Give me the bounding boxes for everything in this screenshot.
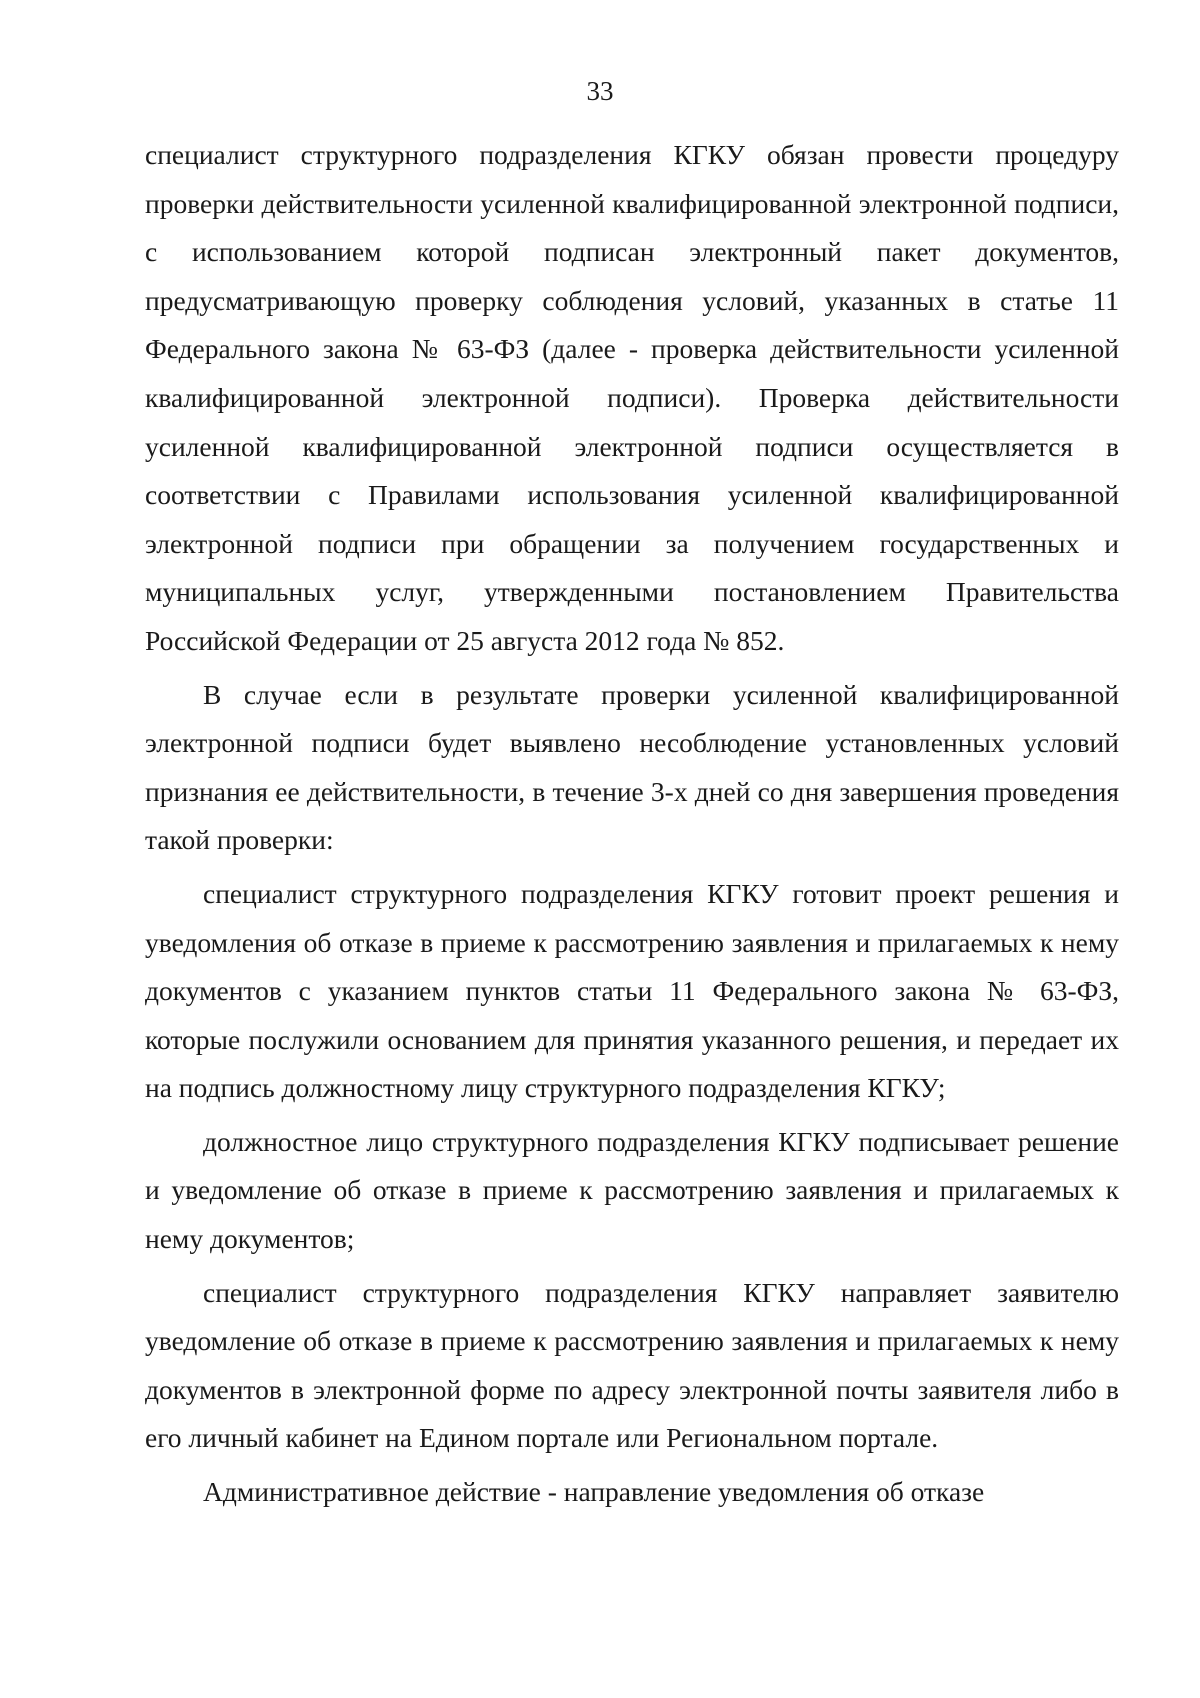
document-body (145, 131, 1119, 1522)
page-number: 33 (586, 76, 614, 106)
paragraph: специалист структурного подразделения КГКУ готовит проект решения и уведомления об отказе в приеме к рассмотрению заявления и прилагаемых к нему документов с указанием пунктов статьи 11 Федерального закона № 63-ФЗ, которые послужили основанием для принятия указанного решения, и передает их на подпись должностному лицу структурного подразделения КГКУ; (145, 877, 1119, 1104)
paragraph: специалист структурного подразделения КГКУ направляет заявителю уведомление об отказе в приеме к рассмотрению заявления и прилагаемых к нему документов в электронной форме по адресу электронной почты заявителя либо в его личный кабинет на Едином портале или Региональном портале. (145, 1276, 1119, 1454)
paragraph: должностное лицо структурного подразделения КГКУ подписывает решение и уведомление об отказе в приеме к рассмотрению заявления и прилагаемых к нему документов; (145, 1125, 1119, 1255)
paragraph: В случае если в результате проверки усиленной квалифицированной электронной подписи будет выявлено несоблюдение установленных условий признания ее действительности, в течение 3-х дней со дня завершения проведения такой проверки: (145, 678, 1119, 856)
paragraph: Административное действие - направление уведомления об отказе (203, 1476, 985, 1508)
paragraph: специалист структурного подразделения КГКУ обязан провести процедуру проверки действительности усиленной квалифицированной электронной подписи, с использованием которой подписан электронный пакет документов, предусматривающую проверку соблюдения условий, указанных в статье 11 Федерального закона № 63-ФЗ (далее - проверка действительности усиленной квалифицированной электронной подписи). Проверка действительности усиленной квалифицированной электронной подписи осуществляется в соответствии с Правилами использования усиленной квалифицированной электронной подписи при обращении за получением государственных и муниципальных услуг, утвержденными постановлением Правительства Российской Федерации от 25 августа 2012 года № 852. (145, 139, 1119, 656)
